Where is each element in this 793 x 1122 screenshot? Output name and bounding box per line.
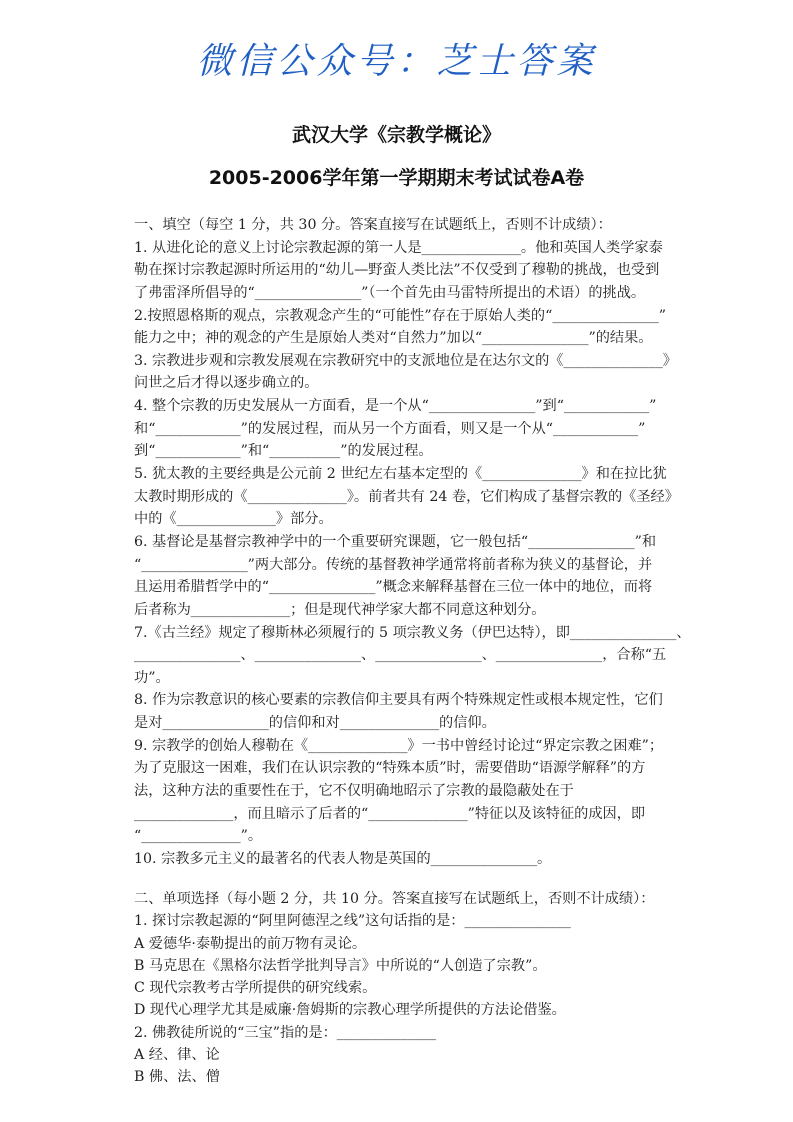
question-line: 3. 宗教进步观和宗教发展观在宗教研究中的支派地位是在达尔文的《______________》 bbox=[134, 352, 677, 369]
question-line: 了弗雷泽所倡导的“_______________”（一个首先由马雷特所提出的术语）的挑战。 bbox=[134, 284, 646, 301]
question-line: 6. 基督论是基督宗教神学中的一个重要研究课题，它一般包括“_______________”和 bbox=[134, 533, 657, 550]
section-fill-in-blank bbox=[134, 214, 691, 871]
question-line: 太教时期形成的《______________》。前者共有 24 卷，它们构成了基督宗教的《圣经》 bbox=[134, 488, 679, 505]
question-line: D 现代心理学尤其是威廉·詹姆斯的宗教心理学所提供的方法论借鉴。 bbox=[134, 1002, 566, 1019]
question-line: 为了克服这一困难，我们在认识宗教的“特殊本质”时，需要借助“语源学解释”的方 bbox=[134, 760, 646, 777]
question-line: 到“____________”和“__________”的发展过程。 bbox=[134, 443, 433, 460]
question-line: 是对_______________的信仰和对______________的信仰。 bbox=[134, 715, 496, 732]
question-line: B 佛、法、僧 bbox=[134, 1069, 220, 1086]
question-line: “______________”。 bbox=[134, 828, 263, 845]
section-heading: 一、填空（每空 1 分，共 30 分。答案直接写在试题纸上，否则不计成绩）： bbox=[134, 217, 612, 233]
question-line: B 马克思在《黑格尔法哲学批判导言》中所说的“人创造了宗教”。 bbox=[134, 957, 547, 974]
section-heading: 二、单项选择（每小题 2 分，共 10 分。答案直接写在试题纸上，否则不计成绩）： bbox=[134, 891, 655, 907]
section-single-choice bbox=[134, 888, 664, 1089]
question-line: 10. 宗教多元主义的最著名的代表人物是英国的_______________。 bbox=[134, 850, 552, 867]
question-line: 后者称为______________；但是现代神学家大都不同意这种划分。 bbox=[134, 601, 546, 618]
question-line: 勒在探讨宗教起源时所运用的“幼儿—野蛮人类比法”不仅受到了穆勒的挑战，也受到 bbox=[134, 262, 660, 279]
question-line: A 经、律、论 bbox=[134, 1047, 220, 1064]
question-line: 中的《______________》部分。 bbox=[134, 511, 333, 528]
question-line: 1. 探讨宗教起源的“阿里阿德涅之线”这句话指的是：_______________ bbox=[134, 913, 571, 930]
question-line: 1. 从进化论的意义上讨论宗教起源的第一人是______________。他和英国人类学家泰 bbox=[134, 239, 663, 256]
question-line: “_______________”两大部分。传统的基督教神学通常将前者称为狭义的基督论，并 bbox=[134, 556, 653, 573]
question-line: 2. 佛教徒所说的“三宝”指的是：______________ bbox=[134, 1024, 437, 1041]
question-line: 问世之后才得以逐步确立的。 bbox=[134, 375, 319, 392]
question-line: 7.《古兰经》规定了穆斯林必须履行的 5 项宗教义务（伊巴达特），即_______________、 bbox=[134, 624, 691, 641]
question-line: 5. 犹太教的主要经典是公元前 2 世纪左右基本定型的《______________》和在拉比犹 bbox=[134, 466, 667, 483]
question-line: 功”。 bbox=[134, 669, 170, 686]
exam-title: 武汉大学《宗教学概论》 bbox=[291, 124, 501, 146]
exam-subtitle: 2005-2006学年第一学期期末考试试卷A卷 bbox=[208, 167, 585, 189]
question-line: ______________，而且暗示了后者的“______________”特征以及该特征的成因，即 bbox=[134, 805, 646, 822]
question-line: 4. 整个宗教的历史发展从一方面看，是一个从“_______________”到“____________” bbox=[134, 398, 657, 415]
watermark: 微信公众号：芝士答案 bbox=[196, 41, 597, 82]
question-line: _______________、_______________、_______________、_______________，合称“五 bbox=[134, 647, 667, 664]
question-line: 8. 作为宗教意识的核心要素的宗教信仰主要具有两个特殊规定性或根本规定性，它们 bbox=[134, 692, 663, 709]
question-line: 2.按照恩格斯的观点，宗教观念产生的“可能性”存在于原始人类的“_______________” bbox=[134, 307, 667, 324]
question-line: 和“____________”的发展过程，而从另一个方面看，则又是一个从“____________” bbox=[134, 420, 646, 437]
question-line: 9. 宗教学的创始人穆勒在《______________》一书中曾经讨论过“界定宗教之困难”； bbox=[134, 737, 664, 754]
question-line: 能力之中；神的观念的产生是原始人类对“自然力”加以“_______________”的结果。 bbox=[134, 330, 653, 347]
question-line: C 现代宗教考古学所提供的研究线索。 bbox=[134, 980, 377, 997]
question-line: 法，这种方法的重要性在于，它不仅明确地昭示了宗教的最隐蔽处在于 bbox=[134, 783, 574, 800]
question-line: 且运用希腊哲学中的“_______________”概念来解释基督在三位一体中的地位，而将 bbox=[134, 579, 653, 596]
question-line: A 爱德华·泰勒提出的前万物有灵论。 bbox=[134, 935, 367, 952]
